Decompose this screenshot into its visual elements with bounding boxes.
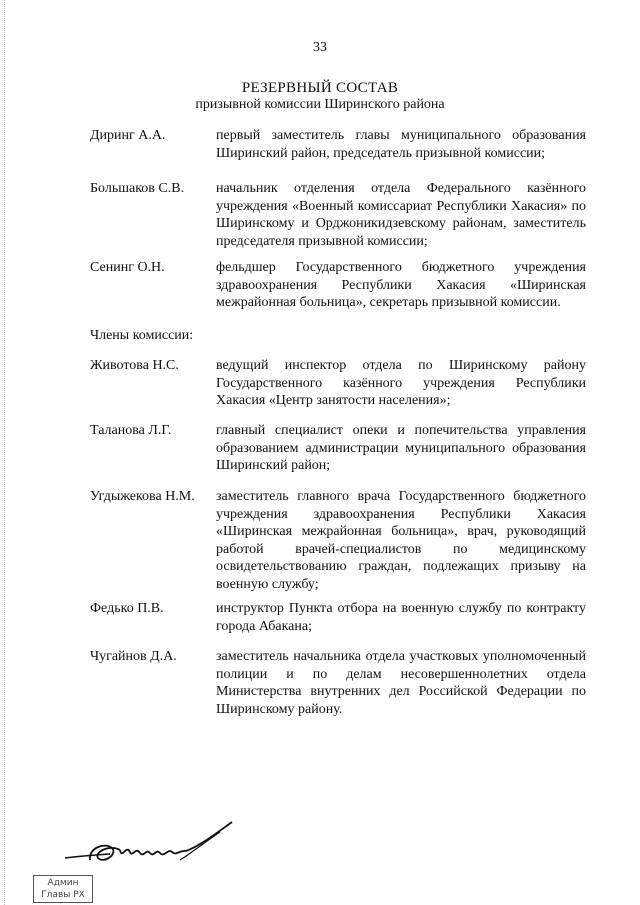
member-role: главный специалист опеки и попечительства управления образованием администрации муниципального образования Ширинский район; (216, 423, 586, 473)
page-number: 33 (313, 40, 327, 55)
member-name: Чугайнов Д.А. (90, 649, 177, 664)
member-name: Федько П.В. (90, 601, 164, 616)
members-section-label: Члены комиссии: (90, 328, 194, 343)
stamp-line-1: Админ (47, 878, 79, 888)
member-name: Большаков С.В. (90, 181, 185, 196)
document-title: РЕЗЕРВНЫЙ СОСТАВ (241, 80, 399, 96)
stamp-line-2: Главы РХ (41, 890, 85, 900)
member-role: первый заместитель главы муниципального образования Ширинский район, председатель призывной комиссии; (216, 128, 586, 161)
member-role: фельдшер Государственного бюджетного учреждения здравоохранения Республики Хакасия «Ширинская межрайонная больница», секретарь призывной комиссии. (216, 260, 586, 310)
member-role: заместитель начальника отдела участковых уполномоченный полиции и по делам несовершеннолетних отдела Министерства внутренних дел Российской Федерации по Ширинскому району. (216, 649, 586, 717)
scan-edge-mark (4, 0, 6, 905)
document-subtitle: призывной комиссии Ширинского района (195, 97, 445, 112)
member-name: Таланова Л.Г. (90, 423, 172, 438)
handwritten-signature (60, 820, 250, 880)
official-stamp (33, 875, 93, 903)
member-name: Животова Н.С. (90, 358, 179, 373)
member-name: Диринг А.А. (90, 128, 166, 143)
member-role: начальник отделения отдела Федерального казённого учреждения «Военный комиссариат Республики Хакасия» по Ширинскому и Орджоникидзевскому районам, заместитель председателя призывной комиссии; (216, 181, 586, 249)
member-role: инструктор Пункта отбора на военную службу по контракту города Абакана; (216, 601, 586, 634)
member-name: Угдыжекова Н.М. (90, 489, 195, 504)
member-name: Сенинг О.Н. (90, 260, 165, 275)
member-role: заместитель главного врача Государственного бюджетного учреждения здравоохранения Республики Хакасия «Ширинская межрайонная больница», врач, руководящий работой врачей-специалистов по медицинскому освидетельствованию граждан, подлежащих призыву на военную службу; (216, 489, 586, 592)
member-role: ведущий инспектор отдела по Ширинскому району Государственного казённого учреждения Республики Хакасия «Центр занятости населения»; (216, 358, 586, 408)
